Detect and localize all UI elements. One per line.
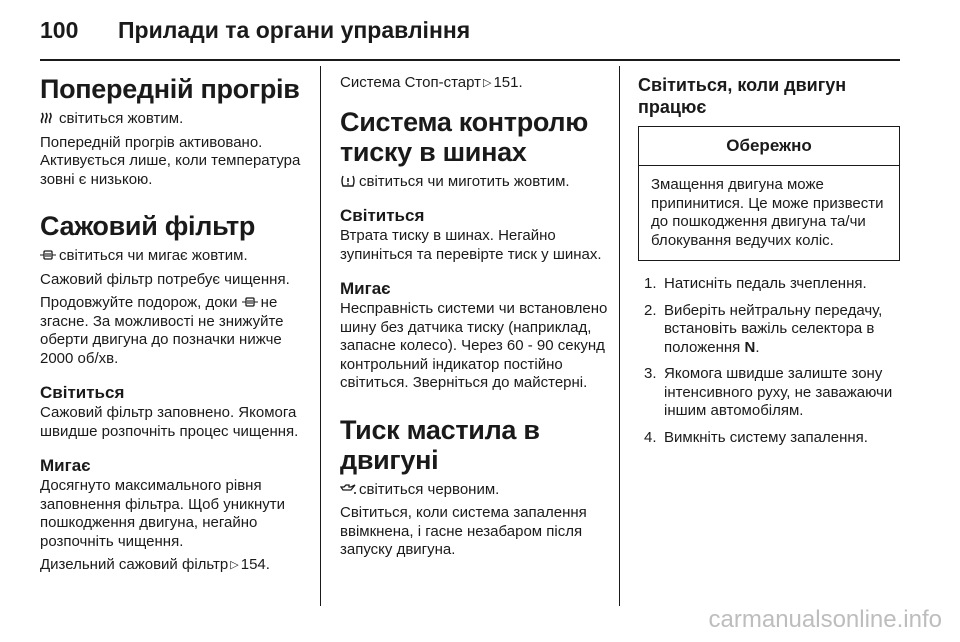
section-title-engine-running: Світиться, коли двигун працює <box>638 75 847 117</box>
glow-icon-line: світиться жовтим. <box>40 110 308 129</box>
section-title-tpms: Система контролю тиску в шинах <box>340 106 589 167</box>
section-title-glow: Попередній прогрів <box>40 74 300 104</box>
oil-can-icon <box>340 482 356 496</box>
filter-icon-line: світиться чи мигає жовтим. <box>40 247 308 266</box>
filter-body-2: Продовжуйте подорож, доки не згасне. За можливості не знижуйте оберти двигуна до позначки нижче 2000 об/хв. <box>40 294 284 367</box>
column-divider <box>619 66 620 606</box>
tpms-lights-title: Світиться <box>340 206 425 225</box>
column-2 <box>340 74 608 565</box>
column-3 <box>638 74 900 455</box>
oil-icon-line: світиться червоним. <box>340 481 608 500</box>
reference-arrow-icon: ▷ <box>483 77 492 89</box>
column-1 <box>40 74 308 580</box>
tire-pressure-icon <box>340 174 356 188</box>
section-title-oil: Тиск мастила в двигуні <box>340 414 540 475</box>
filter-body-1: Сажовий фільтр потребує чищення. <box>40 270 290 288</box>
glow-plug-icon <box>40 111 56 125</box>
list-item: 4. Вимкніть систему запалення. <box>644 428 868 446</box>
list-item: 3. Якомога швидше залиште зону інтенсивного руху, не заважаючи іншим автомобілям. <box>644 365 893 419</box>
page-header <box>40 17 900 47</box>
filter-lights-title: Світиться <box>40 383 125 402</box>
running-title: Прилади та органи управління <box>118 17 471 43</box>
reference-arrow-icon: ▷ <box>230 559 239 571</box>
caution-body: Змащення двигуна може припинитися. Це може призвести до пошкодження двигуна та/чи блокування ведучих коліс. <box>651 176 884 249</box>
watermark: carmanualsonline.info <box>708 606 942 633</box>
oil-body: Світиться, коли система запалення ввімкнена, і гасне незабаром після запуску двигуна. <box>340 504 587 558</box>
filter-flash-title: Мигає <box>40 456 91 475</box>
stop-start-reference: Система Стоп-старт ▷ 151. <box>340 74 523 91</box>
tpms-flash-title: Мигає <box>340 279 391 298</box>
list-item: 2. Виберіть нейтральну передачу, встановіть важіль селектора в положення N. <box>644 301 883 356</box>
filter-flash-body: Досягнуто максимального рівня заповнення фільтра. Щоб уникнути пошкодження двигуна, негайно розпочніть чищення. <box>40 477 286 550</box>
page-number: 100 <box>40 17 79 43</box>
section-title-filter: Сажовий фільтр <box>40 211 256 241</box>
filter-reference: Дизельний сажовий фільтр ▷ 154. <box>40 556 270 573</box>
tpms-icon-line: світиться чи миготить жовтим. <box>340 173 608 192</box>
caution-title: Обережно <box>639 127 899 166</box>
glow-body: Попередній прогрів активовано. Активується лише, коли температура зовні є низькою. <box>40 133 301 188</box>
caution-box <box>638 126 900 261</box>
column-divider <box>320 66 321 606</box>
steps-list <box>638 275 900 447</box>
diesel-particulate-filter-icon <box>40 248 56 262</box>
tpms-lights-body: Втрата тиску в шинах. Негайно зупиніться та перевірте тиск у шинах. <box>340 227 602 263</box>
filter-lights-body: Сажовий фільтр заповнено. Якомога швидше розпочніть процес чищення. <box>40 404 299 440</box>
diesel-particulate-filter-icon <box>242 295 258 309</box>
list-item: 1. Натисніть педаль зчеплення. <box>644 275 867 292</box>
tpms-flash-body: Несправність системи чи встановлено шину без датчика тиску (наприклад, запасне колесо). Через 60 - 90 секунд контрольний індикатор постійно світиться. Зверніться до майстерні. <box>340 300 608 391</box>
header-rule <box>40 59 900 61</box>
